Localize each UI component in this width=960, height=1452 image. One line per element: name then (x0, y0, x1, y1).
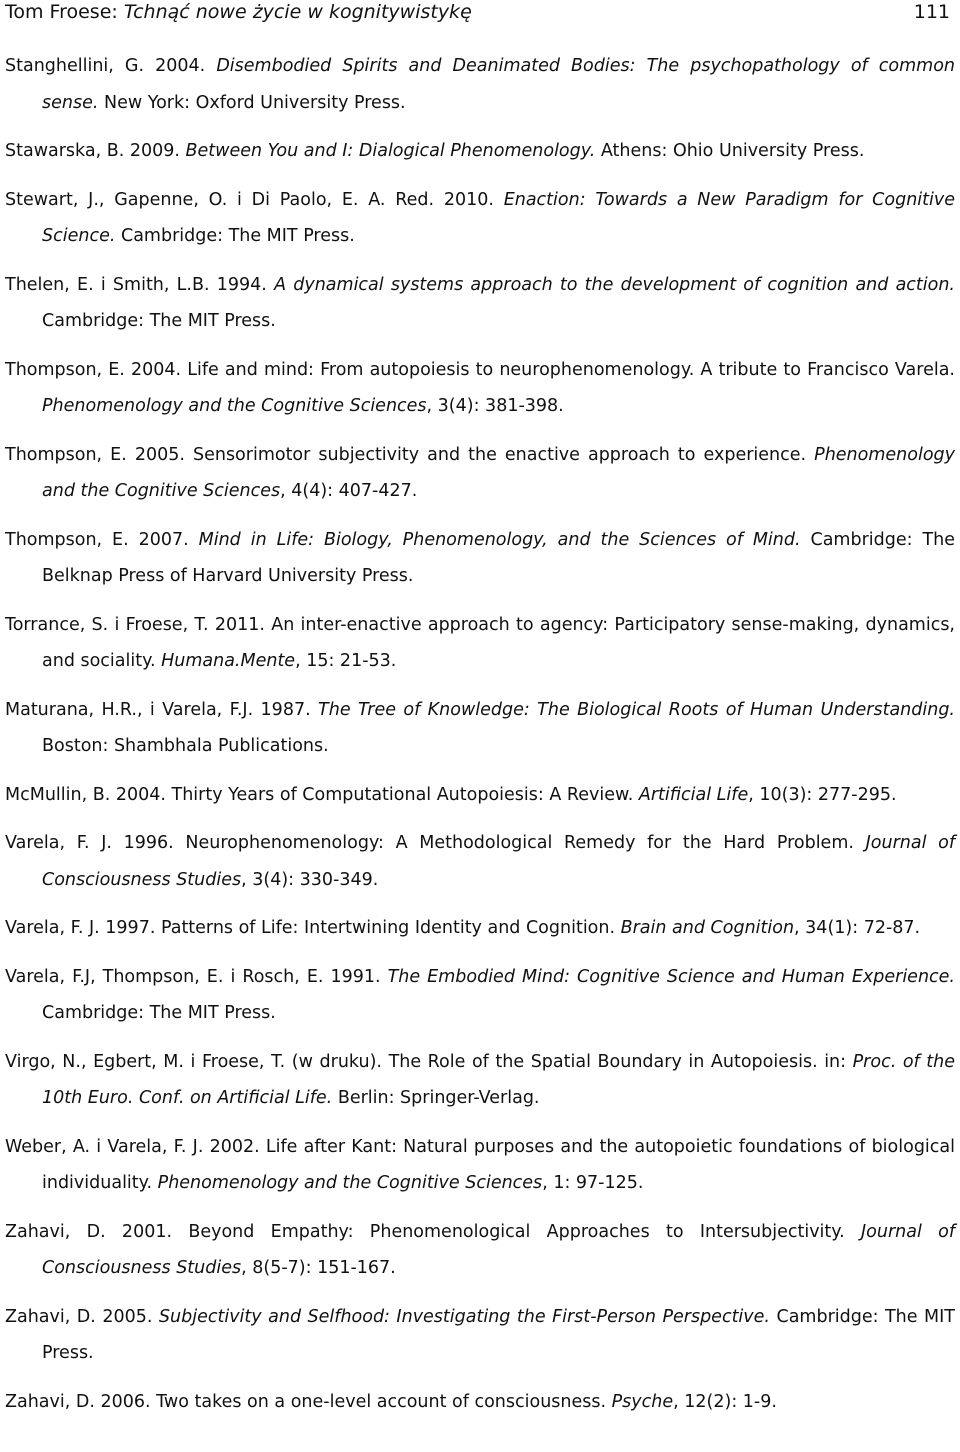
ref-text: Zahavi, D. 2001. Beyond Empathy: Phenomenological Approaches to Intersubjectivity. (5, 1221, 862, 1242)
ref-text: Stawarska, B. 2009. (5, 141, 186, 161)
reference-item (5, 1384, 955, 1421)
reference-item (5, 48, 955, 121)
running-title-author: Tom Froese: (5, 1, 124, 23)
ref-text: McMullin, B. 2004. Thirty Years of Computational Autopoiesis: A Review. (5, 784, 639, 805)
ref-italic: Artificial Life (638, 784, 749, 805)
ref-text: , 1: 97-125. (542, 1173, 644, 1193)
ref-italic: The Embodied Mind: Cognitive Science and Human Experience. (387, 966, 955, 987)
running-title (5, 0, 472, 24)
ref-text: , 34(1): 72-87. (794, 918, 921, 938)
ref-text: Varela, F. J. 1996. Neurophenomenology: A Methodological Remedy for the Hard Problem. (5, 833, 866, 853)
ref-text: , 3(4): 330-349. (241, 869, 379, 890)
ref-italic: The Tree of Knowledge: The Biological Roots of Human Understanding. (318, 699, 955, 720)
ref-italic: Mind in Life: Biology, Phenomenology, and the Sciences of Mind. (198, 529, 801, 550)
reference-item (5, 1044, 955, 1117)
ref-text: Athens: Ohio University Press. (595, 141, 865, 161)
reference-item (5, 182, 955, 255)
ref-italic: Journal of Consciousness Studies (42, 1221, 956, 1278)
ref-text: Weber, A. i Varela, F. J. 2002. Life after Kant: Natural purposes and the autopoietic foundations of biological individuality. (5, 1136, 955, 1193)
ref-text: Varela, F. J. 1997. Patterns of Life: Intertwining Identity and Cognition. (5, 918, 621, 938)
ref-text: Stewart, J., Gapenne, O. i Di Paolo, E. A. Red. 2010. (5, 189, 504, 210)
ref-text: Boston: Shambhala Publications. (42, 736, 329, 756)
reference-item (5, 1214, 955, 1287)
reference-item (5, 352, 955, 425)
ref-text: Thompson, E. 2005. Sensorimotor subjectivity and the enactive approach to experience. (5, 444, 815, 465)
ref-italic: Subjectivity and Selfhood: Investigating the First-Person Perspective. (158, 1306, 770, 1327)
ref-italic: Journal of Consciousness Studies (42, 833, 956, 890)
ref-italic: Humana.Mente (161, 651, 296, 671)
running-header (5, 0, 950, 24)
ref-text: Cambridge: The MIT Press. (42, 1306, 955, 1363)
ref-text: Thompson, E. 2004. Life and mind: From autopoiesis to neurophenomenology. A tribute to Francisco Varela. (5, 359, 955, 380)
reference-item (5, 607, 955, 680)
ref-text: Stanghellini, G. 2004. (5, 56, 217, 76)
reference-item (5, 777, 955, 814)
reference-item (5, 825, 955, 898)
reference-item (5, 1129, 955, 1202)
ref-text: , 8(5-7): 151-167. (241, 1258, 396, 1278)
reference-item (5, 910, 955, 947)
ref-text: Virgo, N., Egbert, M. i Froese, T. (w druku). The Role of the Spatial Boundary in Autopoiesis. in: (5, 1051, 853, 1072)
ref-text: Berlin: Springer-Verlag. (332, 1088, 540, 1108)
ref-text: Cambridge: The Belknap Press of Harvard University Press. (42, 529, 955, 586)
reference-item (5, 437, 955, 510)
running-title-italic: Tchnąć nowe życie w kognitywistykę (123, 1, 472, 23)
ref-text: Zahavi, D. 2006. Two takes on a one-level account of consciousness. (5, 1391, 612, 1412)
ref-italic: Psyche (611, 1391, 674, 1412)
ref-text: Thelen, E. i Smith, L.B. 1994. (5, 274, 275, 295)
ref-text: Zahavi, D. 2005. (5, 1306, 159, 1327)
reference-item (5, 133, 955, 170)
ref-text: Cambridge: The MIT Press. (42, 1003, 276, 1023)
reference-item (5, 522, 955, 595)
page-number: 111 (913, 1, 950, 23)
ref-italic: Phenomenology and the Cognitive Sciences (157, 1173, 543, 1193)
reference-item (5, 267, 955, 340)
ref-text: , 10(3): 277-295. (748, 784, 897, 805)
ref-italic: Proc. of the 10th Euro. Conf. on Artificial Life. (42, 1051, 955, 1108)
ref-text: Thompson, E. 2007. (5, 529, 199, 550)
ref-text: Cambridge: The MIT Press. (42, 311, 276, 331)
reference-item (5, 1299, 955, 1372)
ref-text: , 3(4): 381-398. (426, 396, 564, 416)
reference-item (5, 692, 955, 765)
reference-item (5, 959, 955, 1032)
ref-text: Maturana, H.R., i Varela, F.J. 1987. (5, 699, 319, 720)
ref-italic: Between You and I: Dialogical Phenomenology. (185, 141, 596, 161)
ref-italic: Enaction: Towards a New Paradigm for Cognitive Science. (42, 189, 955, 246)
ref-italic: Phenomenology and the Cognitive Sciences (42, 396, 427, 416)
ref-text: Varela, F.J, Thompson, E. i Rosch, E. 1991. (5, 966, 388, 987)
ref-text: , 12(2): 1-9. (673, 1391, 777, 1412)
ref-italic: Phenomenology and the Cognitive Sciences (42, 444, 955, 501)
ref-text: , 15: 21-53. (295, 651, 397, 671)
ref-text: , 4(4): 407-427. (280, 481, 418, 501)
ref-italic: Disembodied Spirits and Deanimated Bodies: The psychopathology of common sense. (42, 56, 955, 113)
ref-text: Cambridge: The MIT Press. (115, 226, 355, 246)
ref-text: Torrance, S. i Froese, T. 2011. An inter-enactive approach to agency: Participatory sense-making, dynamics, and sociality. (5, 614, 955, 671)
ref-italic: A dynamical systems approach to the development of cognition and action. (274, 274, 955, 295)
ref-text: New York: Oxford University Press. (98, 92, 406, 113)
ref-italic: Brain and Cognition (620, 918, 795, 938)
reference-list (5, 48, 955, 1432)
